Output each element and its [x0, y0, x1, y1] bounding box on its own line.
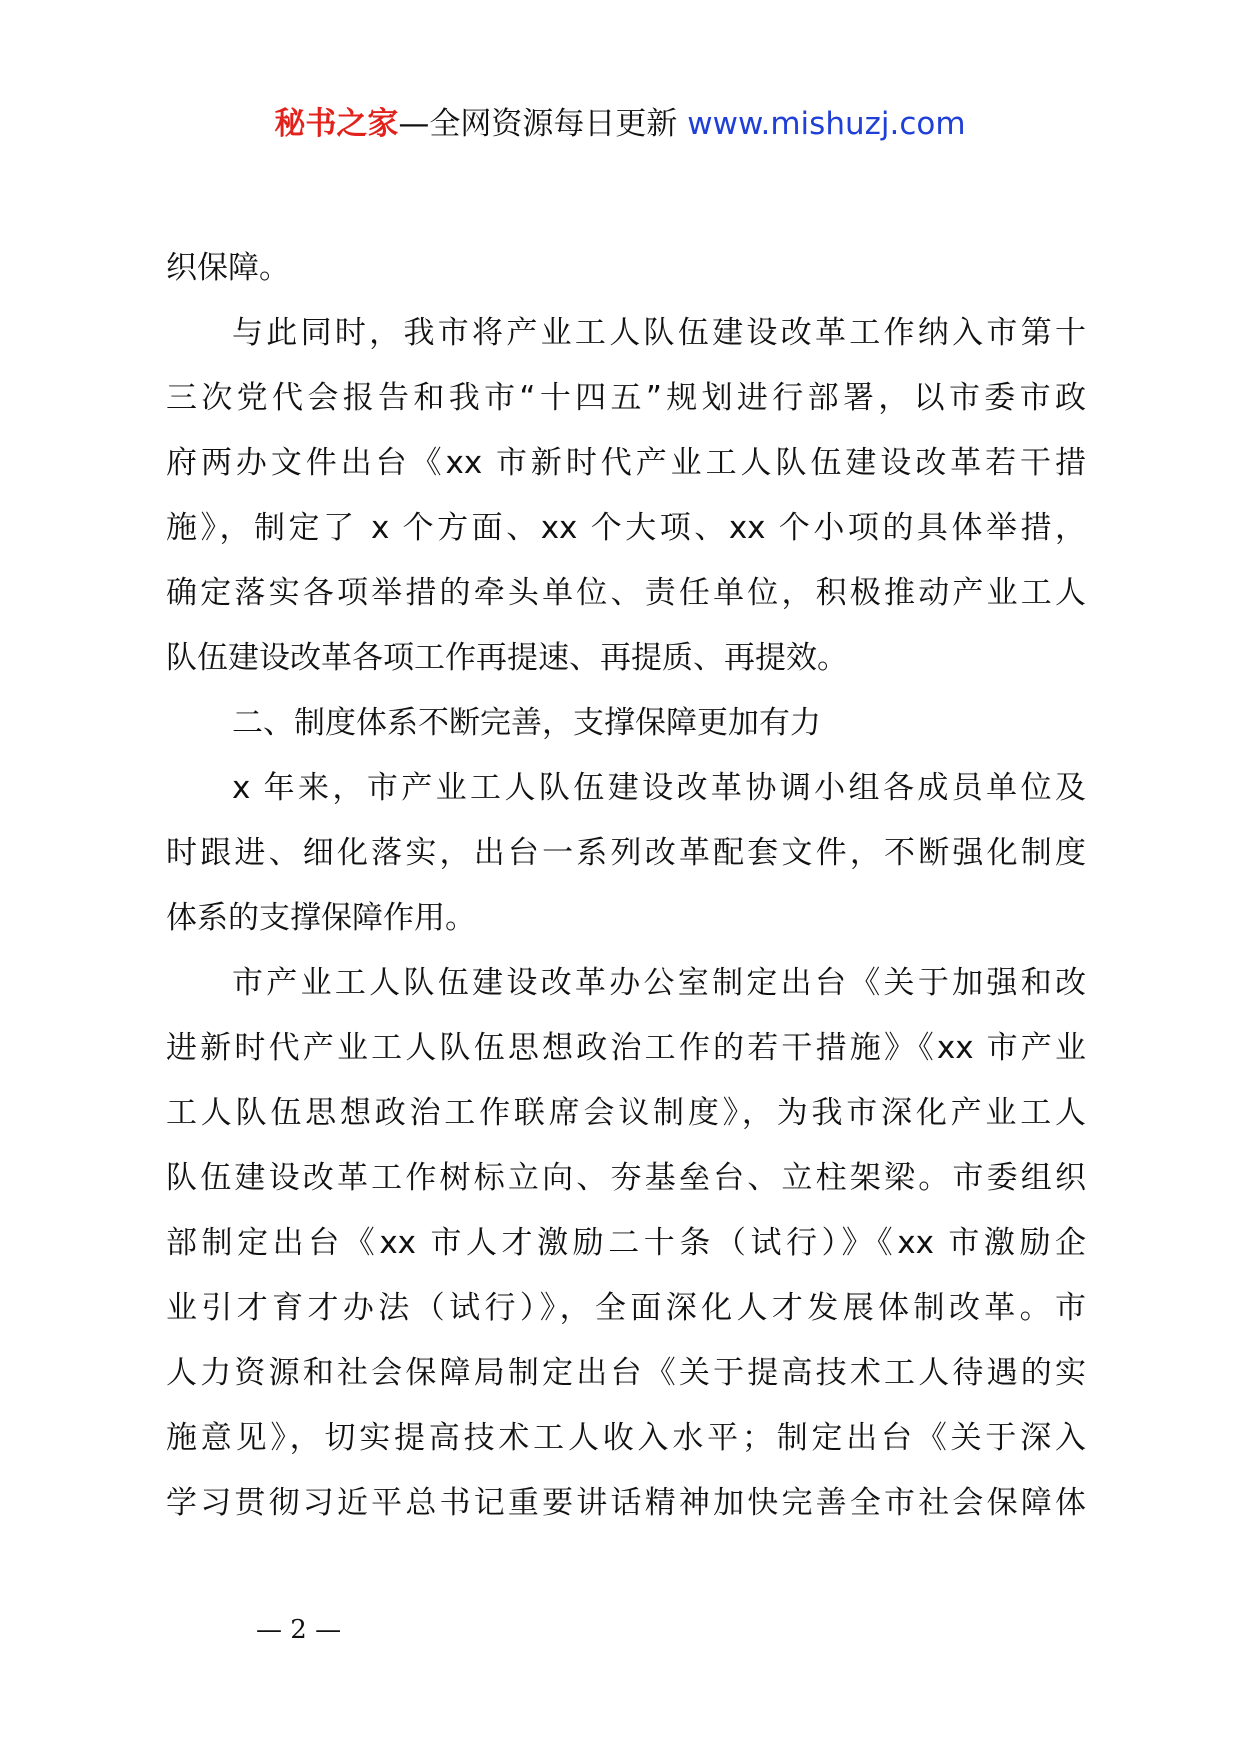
text-line: 进新时代产业工人队伍思想政治工作的若干措施》《xx 市产业: [166, 1030, 1086, 1066]
text-line: 部制定出台《xx 市人才激励二十条（试行）》《xx 市激励企: [166, 1225, 1086, 1261]
text-line: 体系的支撑保障作用。: [166, 900, 476, 936]
text-line: 三次党代会报告和我市“十四五”规划进行部署，以市委市政: [166, 380, 1086, 416]
text-line: 队伍建设改革工作树标立向、夯基垒台、立柱架梁。市委组织: [166, 1160, 1086, 1196]
text-line: 工人队伍思想政治工作联席会议制度》，为我市深化产业工人: [166, 1095, 1086, 1131]
text-line: 府两办文件出台《xx 市新时代产业工人队伍建设改革若干措: [166, 445, 1086, 481]
text-line: x 年来，市产业工人队伍建设改革协调小组各成员单位及: [232, 770, 1086, 806]
section-heading: 二、制度体系不断完善，支撑保障更加有力: [232, 705, 821, 741]
text-line: 学习贯彻习近平总书记重要讲话精神加快完善全市社会保障体: [166, 1485, 1086, 1521]
text-line: 织保障。: [166, 250, 290, 286]
text-line: 市产业工人队伍建设改革办公室制定出台《关于加强和改: [232, 965, 1086, 1001]
text-line: 与此同时，我市将产业工人队伍建设改革工作纳入市第十: [232, 315, 1086, 351]
brand-name: 秘书之家: [274, 106, 399, 142]
text-line: 确定落实各项举措的牵头单位、责任单位，积极推动产业工人: [166, 575, 1086, 611]
text-line: 施意见》，切实提高技术工人收入水平；制定出台《关于深入: [166, 1420, 1086, 1456]
page-number: — 2 —: [256, 1615, 342, 1645]
header-slogan: —全网资源每日更新: [398, 106, 678, 142]
text-line: 队伍建设改革各项工作再提速、再提质、再提效。: [166, 640, 848, 676]
site-url[interactable]: www.mishuzj.com: [687, 106, 966, 142]
text-line: 人力资源和社会保障局制定出台《关于提高技术工人待遇的实: [166, 1355, 1086, 1391]
site-header: [0, 100, 1240, 148]
document-body: [166, 236, 1086, 1536]
text-line: 施》，制定了 x 个方面、xx 个大项、xx 个小项的具体举措，: [166, 510, 1086, 546]
text-line: 业引才育才办法（试行）》，全面深化人才发展体制改革。市: [166, 1290, 1086, 1326]
text-line: 时跟进、细化落实，出台一系列改革配套文件，不断强化制度: [166, 835, 1086, 871]
